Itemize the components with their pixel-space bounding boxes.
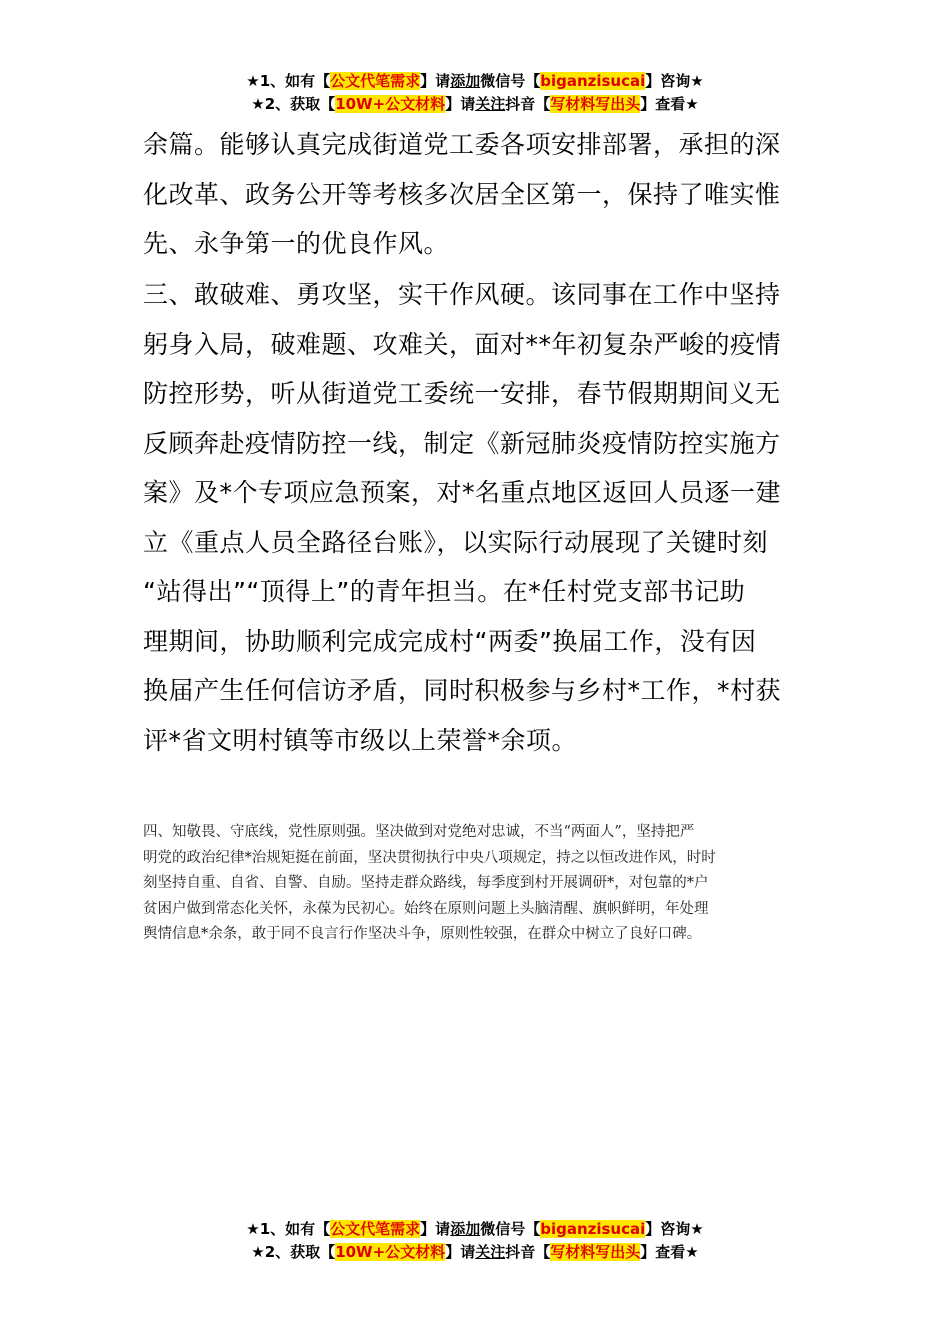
footer-banner-line-2: ★2、获取【10W+公文材料】请关注抖音【写材料写出头】查看★ xyxy=(251,1243,699,1261)
highlight-douyin-account: 写材料写出头 xyxy=(550,1243,641,1261)
highlight-wechat-id: biganzisucai xyxy=(540,72,646,90)
text-line: 三、敢破难、勇攻坚，实干作风硬。该同事在工作中坚持 xyxy=(143,280,781,309)
highlight-wechat-id: biganzisucai xyxy=(540,1220,646,1238)
footer-banner xyxy=(0,1218,950,1264)
text-line: 防控形势，听从街道党工委统一安排，春节假期期间义无 xyxy=(143,379,781,408)
paragraph-section-four xyxy=(143,820,813,948)
highlight-douyin-account: 写材料写出头 xyxy=(550,95,641,113)
text-line: 躬身入局，破难题、攻难关，面对**年初复杂严峻的疫情 xyxy=(143,329,782,359)
text-line: 化改革、政务公开等考核多次居全区第一，保持了唯实惟 xyxy=(143,179,781,209)
paragraph-continuation xyxy=(143,120,813,269)
text-line: 余篇。能够认真完成街道党工委各项安排部署，承担的深 xyxy=(143,130,781,159)
header-banner xyxy=(0,70,950,116)
highlight-materials: 10W+公文材料 xyxy=(335,1243,446,1261)
paragraph-section-three xyxy=(143,270,813,765)
header-banner-line-1: ★1、如有【公文代笔需求】请添加微信号【biganzisucai】咨询★ xyxy=(246,72,704,90)
text-line: “站得出”“顶得上”的青年担当。在*任村党支部书记助 xyxy=(143,577,746,606)
text-line: 换届产生任何信访矛盾，同时积极参与乡村*工作，*村获 xyxy=(143,676,782,705)
text-line: 舆情信息*余条，敢于同不良言行作坚决斗争，原则性较强，在群众中树立了良好口碑。 xyxy=(143,926,702,942)
highlight-ghostwriting: 公文代笔需求 xyxy=(330,72,421,90)
text-line: 四、知敬畏、守底线，党性原则强。坚决做到对党绝对忠诚，不当“两面人”，坚持把严 xyxy=(143,824,695,840)
highlight-materials: 10W+公文材料 xyxy=(335,95,446,113)
text-line: 理期间，协助顺利完成完成村“两委”换届工作，没有因 xyxy=(143,626,757,656)
text-line: 明党的政治纪律*治规矩挺在前面，坚决贯彻执行中央八项规定，持之以恒改进作风，时时 xyxy=(143,849,716,866)
text-line: 贫困户做到常态化关怀，永葆为民初心。始终在原则问题上头脑清醒、旗帜鲜明，年处理 xyxy=(143,900,709,917)
text-line: 立《重点人员全路径台账》，以实际行动展现了关键时刻 xyxy=(143,527,769,557)
text-line: 刻坚持自重、自省、自警、自励。坚持走群众路线，每季度到村开展调研*，对包靠的*户 xyxy=(143,875,709,891)
footer-banner-line-1: ★1、如有【公文代笔需求】请添加微信号【biganzisucai】咨询★ xyxy=(246,1220,704,1238)
text-line: 案》及*个专项应急预案，对*名重点地区返回人员逐一建 xyxy=(143,478,782,507)
header-banner-line-2: ★2、获取【10W+公文材料】请关注抖音【写材料写出头】查看★ xyxy=(251,95,699,113)
text-line: 先、永争第一的优良作风。 xyxy=(143,229,450,258)
highlight-ghostwriting: 公文代笔需求 xyxy=(330,1220,421,1238)
text-line: 评*省文明村镇等市级以上荣誉*余项。 xyxy=(143,725,578,755)
text-line: 反顾奔赴疫情防控一线，制定《新冠肺炎疫情防控实施方 xyxy=(143,428,781,458)
